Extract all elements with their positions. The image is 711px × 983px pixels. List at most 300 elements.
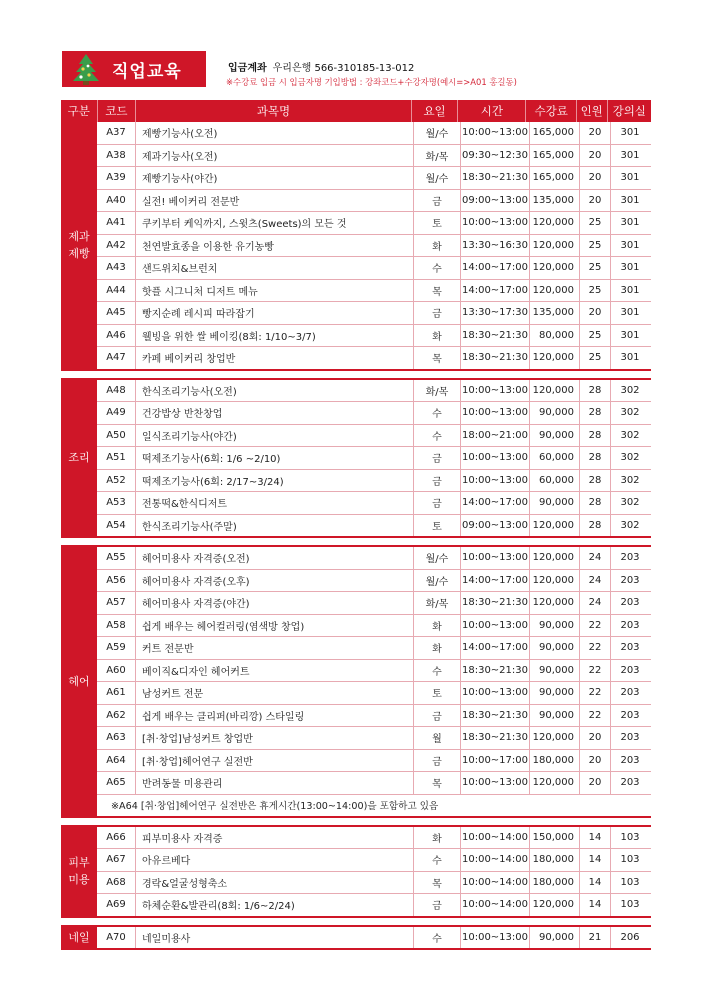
section-gap (61, 538, 651, 545)
course-fee: 120,000 (530, 727, 580, 749)
course-people: 25 (580, 235, 611, 257)
course-people: 20 (580, 122, 611, 144)
course-day: 금 (414, 492, 461, 514)
course-people: 14 (580, 849, 611, 871)
course-day: 금 (414, 894, 461, 916)
course-fee: 180,000 (530, 750, 580, 772)
course-fee: 90,000 (530, 927, 580, 949)
course-room: 301 (620, 329, 640, 341)
course-day: 목 (414, 280, 461, 302)
course-people: 22 (580, 705, 611, 727)
course-people: 28 (580, 492, 611, 514)
table-row (97, 570, 651, 593)
course-time: 18:30~21:30 (461, 347, 530, 369)
table-row (97, 637, 651, 660)
course-time: 18:30~21:30 (461, 727, 530, 749)
course-people: 25 (580, 280, 611, 302)
course-code: A55 (97, 547, 136, 569)
course-name: 핫플 시그니처 디저트 메뉴 (136, 280, 414, 302)
col-header-people: 인원 (577, 100, 608, 122)
course-day: 금 (414, 302, 461, 324)
course-fee: 90,000 (530, 492, 580, 514)
table-row (97, 302, 651, 325)
course-fee: 150,000 (530, 827, 580, 849)
course-name: [취·창업]남성커트 창업반 (136, 727, 414, 749)
course-fee: 135,000 (530, 302, 580, 324)
course-fee: 80,000 (530, 325, 580, 347)
course-day: 목 (414, 772, 461, 794)
course-code: A39 (97, 167, 136, 189)
course-people: 22 (580, 637, 611, 659)
course-time: 09:00~13:00 (461, 190, 530, 212)
course-people: 28 (580, 470, 611, 492)
course-time: 10:00~13:00 (461, 682, 530, 704)
title-badge (62, 51, 206, 87)
course-people: 20 (580, 167, 611, 189)
course-fee: 90,000 (530, 682, 580, 704)
course-fee: 165,000 (530, 145, 580, 167)
table-header (61, 100, 651, 122)
course-time: 14:00~17:00 (461, 257, 530, 279)
course-code: A48 (97, 380, 136, 402)
course-name: 헤어미용사 자격증(야간) (136, 592, 414, 614)
course-day: 수 (414, 927, 461, 949)
course-fee: 165,000 (530, 167, 580, 189)
course-name: 전통떡&한식디저트 (136, 492, 414, 514)
course-room: 302 (620, 429, 640, 441)
course-time: 18:00~21:00 (461, 425, 530, 447)
table-row (97, 470, 651, 493)
course-name: 쉽게 배우는 헤어컬러링(염색방 창업) (136, 615, 414, 637)
course-people: 25 (580, 325, 611, 347)
course-day: 화 (414, 827, 461, 849)
course-name: 반려동물 미용관리 (136, 772, 414, 794)
section-rows (97, 380, 651, 537)
course-day: 토 (414, 682, 461, 704)
course-room: 203 (620, 552, 640, 564)
course-day: 금 (414, 470, 461, 492)
course-room: 301 (620, 172, 640, 184)
course-fee: 90,000 (530, 402, 580, 424)
course-time: 10:00~13:00 (461, 447, 530, 469)
course-fee: 120,000 (530, 515, 580, 537)
course-name: 네일미용사 (136, 927, 414, 949)
course-room: 301 (620, 262, 640, 274)
table-row (97, 849, 651, 872)
course-code: A41 (97, 212, 136, 234)
table-row (97, 447, 651, 470)
course-day: 월/수 (414, 167, 461, 189)
section-rows (97, 122, 651, 369)
table-row (97, 325, 651, 348)
course-fee: 120,000 (530, 280, 580, 302)
course-name: 쉽게 배우는 클리퍼(바리깡) 스타일링 (136, 705, 414, 727)
course-fee: 60,000 (530, 470, 580, 492)
course-room: 103 (620, 831, 640, 843)
course-time: 18:30~21:30 (461, 705, 530, 727)
course-code: A66 (97, 827, 136, 849)
course-fee: 120,000 (530, 894, 580, 916)
col-header-course: 과목명 (136, 100, 412, 122)
course-code: A38 (97, 145, 136, 167)
course-name: 웰빙을 위한 쌀 베이킹(8회: 1/10~3/7) (136, 325, 414, 347)
col-header-room: 강의실 (612, 104, 646, 118)
course-fee: 90,000 (530, 660, 580, 682)
course-fee: 120,000 (530, 592, 580, 614)
account-number: 우리은행 566-310185-13-012 (272, 63, 415, 74)
course-fee: 60,000 (530, 447, 580, 469)
course-room: 203 (620, 709, 640, 721)
table-body (61, 122, 651, 950)
account-label: 입금계좌 (228, 63, 267, 74)
course-room: 103 (620, 899, 640, 911)
course-time: 18:30~21:30 (461, 325, 530, 347)
course-room: 103 (620, 854, 640, 866)
table-row (97, 872, 651, 895)
course-room: 301 (620, 149, 640, 161)
course-day: 화 (414, 235, 461, 257)
course-fee: 120,000 (530, 772, 580, 794)
course-name: 아유르베다 (136, 849, 414, 871)
course-day: 수 (414, 849, 461, 871)
course-fee: 135,000 (530, 190, 580, 212)
category-cell: 헤어 (61, 547, 97, 816)
course-time: 13:30~17:30 (461, 302, 530, 324)
course-name: [취·창업]헤어연구 실전반 (136, 750, 414, 772)
course-room: 301 (620, 127, 640, 139)
course-people: 20 (580, 772, 611, 794)
course-people: 28 (580, 380, 611, 402)
section-note: ※A64 [취·창업]헤어연구 실전반은 휴게시간(13:00~14:00)을 포함하고 있음 (111, 801, 439, 812)
col-header-category: 구분 (61, 100, 98, 122)
category-cell: 피부 미용 (61, 827, 97, 916)
course-time: 10:00~13:00 (461, 122, 530, 144)
course-name: 실전! 베이커리 전문반 (136, 190, 414, 212)
course-fee: 120,000 (530, 547, 580, 569)
course-code: A51 (97, 447, 136, 469)
col-header-time: 시간 (458, 100, 526, 122)
course-people: 28 (580, 447, 611, 469)
course-time: 10:00~13:00 (461, 402, 530, 424)
course-code: A40 (97, 190, 136, 212)
course-name: 제빵기능사(야간) (136, 167, 414, 189)
table-row (97, 547, 651, 570)
course-code: A63 (97, 727, 136, 749)
course-code: A67 (97, 849, 136, 871)
section-gap (61, 371, 651, 378)
section-rows (97, 927, 651, 949)
course-time: 14:00~17:00 (461, 492, 530, 514)
course-code: A56 (97, 570, 136, 592)
course-time: 14:00~17:00 (461, 280, 530, 302)
table-row (97, 727, 651, 750)
course-day: 금 (414, 190, 461, 212)
course-day: 수 (414, 257, 461, 279)
course-room: 203 (620, 597, 640, 609)
course-table (61, 100, 651, 950)
course-room: 301 (620, 284, 640, 296)
course-code: A65 (97, 772, 136, 794)
course-day: 금 (414, 750, 461, 772)
course-day: 목 (414, 347, 461, 369)
category-cell: 제과 제빵 (61, 122, 97, 369)
course-code: A69 (97, 894, 136, 916)
table-row (97, 425, 651, 448)
course-code: A64 (97, 750, 136, 772)
course-people: 20 (580, 750, 611, 772)
course-room: 301 (620, 352, 640, 364)
course-name: 헤어미용사 자격증(오후) (136, 570, 414, 592)
table-row (97, 772, 651, 795)
table-row (97, 212, 651, 235)
course-fee: 120,000 (530, 570, 580, 592)
course-day: 월/수 (414, 547, 461, 569)
course-day: 수 (414, 402, 461, 424)
course-time: 10:00~13:00 (461, 927, 530, 949)
course-name: 피부미용사 자격증 (136, 827, 414, 849)
course-time: 10:00~13:00 (461, 615, 530, 637)
course-time: 14:00~17:00 (461, 637, 530, 659)
course-code: A49 (97, 402, 136, 424)
table-row (97, 380, 651, 403)
section-rows (97, 547, 651, 816)
table-row (97, 235, 651, 258)
course-people: 24 (580, 592, 611, 614)
course-people: 24 (580, 570, 611, 592)
course-day: 화/목 (414, 592, 461, 614)
col-header-day: 요일 (412, 100, 458, 122)
course-name: 천연발효종을 이용한 유기농빵 (136, 235, 414, 257)
table-row (97, 927, 651, 949)
course-people: 14 (580, 894, 611, 916)
course-time: 09:00~13:00 (461, 515, 530, 537)
col-header-fee: 수강료 (526, 100, 576, 122)
course-day: 목 (414, 872, 461, 894)
course-name: 헤어미용사 자격증(오전) (136, 547, 414, 569)
course-day: 월/수 (414, 570, 461, 592)
col-header-code: 코드 (98, 100, 137, 122)
course-day: 월/수 (414, 122, 461, 144)
course-people: 22 (580, 660, 611, 682)
page-header (62, 50, 652, 92)
course-name: 떡제조기능사(6회: 2/17~3/24) (136, 470, 414, 492)
table-section (61, 122, 651, 371)
christmas-tree-icon (71, 53, 101, 86)
section-rows (97, 827, 651, 916)
table-row (97, 190, 651, 213)
course-day: 토 (414, 515, 461, 537)
course-fee: 120,000 (530, 347, 580, 369)
course-room: 203 (620, 687, 640, 699)
course-room: 301 (620, 217, 640, 229)
table-section (61, 825, 651, 918)
course-people: 28 (580, 515, 611, 537)
course-time: 10:00~17:00 (461, 750, 530, 772)
table-row (97, 750, 651, 773)
course-room: 203 (620, 777, 640, 789)
course-people: 25 (580, 347, 611, 369)
course-fee: 90,000 (530, 705, 580, 727)
course-day: 화 (414, 615, 461, 637)
course-time: 10:00~13:00 (461, 380, 530, 402)
course-room: 203 (620, 642, 640, 654)
course-day: 금 (414, 447, 461, 469)
course-name: 하체순환&발관리(8회: 1/6~2/24) (136, 894, 414, 916)
course-room: 301 (620, 194, 640, 206)
course-code: A53 (97, 492, 136, 514)
course-day: 화/목 (414, 380, 461, 402)
course-time: 14:00~17:00 (461, 570, 530, 592)
table-row (97, 515, 651, 537)
course-code: A44 (97, 280, 136, 302)
course-fee: 120,000 (530, 380, 580, 402)
course-code: A43 (97, 257, 136, 279)
course-time: 10:00~13:00 (461, 772, 530, 794)
course-time: 10:00~14:00 (461, 849, 530, 871)
course-day: 화 (414, 637, 461, 659)
course-fee: 180,000 (530, 849, 580, 871)
table-row (97, 705, 651, 728)
course-name: 제과기능사(오전) (136, 145, 414, 167)
course-code: A59 (97, 637, 136, 659)
course-day: 화/목 (414, 145, 461, 167)
table-row (97, 660, 651, 683)
course-name: 건강밥상 반찬창업 (136, 402, 414, 424)
table-row (97, 167, 651, 190)
course-fee: 120,000 (530, 235, 580, 257)
course-room: 301 (620, 239, 640, 251)
table-section (61, 925, 651, 951)
course-code: A58 (97, 615, 136, 637)
table-row (97, 145, 651, 168)
course-name: 카페 베이커리 창업반 (136, 347, 414, 369)
course-time: 13:30~16:30 (461, 235, 530, 257)
course-day: 월 (414, 727, 461, 749)
course-code: A50 (97, 425, 136, 447)
course-people: 20 (580, 190, 611, 212)
course-time: 10:00~13:00 (461, 212, 530, 234)
course-name: 빵지순례 레시피 따라잡기 (136, 302, 414, 324)
course-fee: 90,000 (530, 425, 580, 447)
course-time: 18:30~21:30 (461, 167, 530, 189)
course-code: A62 (97, 705, 136, 727)
course-day: 수 (414, 660, 461, 682)
course-code: A54 (97, 515, 136, 537)
course-time: 18:30~21:30 (461, 660, 530, 682)
course-people: 20 (580, 727, 611, 749)
course-room: 302 (620, 497, 640, 509)
course-people: 20 (580, 145, 611, 167)
course-time: 10:00~14:00 (461, 827, 530, 849)
course-fee: 165,000 (530, 122, 580, 144)
course-room: 302 (620, 519, 640, 531)
course-people: 14 (580, 872, 611, 894)
course-room: 302 (620, 407, 640, 419)
course-name: 한식조리기능사(오전) (136, 380, 414, 402)
course-fee: 120,000 (530, 212, 580, 234)
course-people: 14 (580, 827, 611, 849)
course-code: A57 (97, 592, 136, 614)
course-name: 일식조리기능사(야간) (136, 425, 414, 447)
table-row (97, 122, 651, 145)
table-row (97, 492, 651, 515)
course-time: 10:00~14:00 (461, 894, 530, 916)
course-room: 203 (620, 664, 640, 676)
section-gap (61, 818, 651, 825)
course-people: 24 (580, 547, 611, 569)
course-name: 샌드위치&브런치 (136, 257, 414, 279)
course-fee: 180,000 (530, 872, 580, 894)
course-people: 28 (580, 402, 611, 424)
table-row (97, 827, 651, 850)
course-people: 22 (580, 615, 611, 637)
course-fee: 90,000 (530, 637, 580, 659)
course-name: 떡제조기능사(6회: 1/6 ~2/10) (136, 447, 414, 469)
course-fee: 120,000 (530, 257, 580, 279)
table-row (97, 347, 651, 369)
course-code: A70 (97, 927, 136, 949)
course-name: 쿠키부터 케익까지, 스윗츠(Sweets)의 모든 것 (136, 212, 414, 234)
course-people: 20 (580, 302, 611, 324)
page-title: 직업교육 (112, 62, 182, 82)
course-name: 커트 전문반 (136, 637, 414, 659)
course-room: 206 (620, 931, 640, 943)
table-section (61, 545, 651, 818)
table-section (61, 378, 651, 539)
table-row (97, 280, 651, 303)
course-room: 302 (620, 452, 640, 464)
course-fee: 90,000 (530, 615, 580, 637)
account-info (228, 59, 414, 74)
category-cell: 조리 (61, 380, 97, 537)
deposit-note: ※수강료 입금 시 입금자명 기입방법 : 강좌코드+수강자명(예시=>A01 홍길동) (226, 77, 517, 87)
category-cell: 네일 (61, 927, 97, 949)
course-code: A37 (97, 122, 136, 144)
course-room: 203 (620, 574, 640, 586)
table-row (97, 402, 651, 425)
table-row (97, 894, 651, 916)
course-time: 10:00~14:00 (461, 872, 530, 894)
course-room: 301 (620, 307, 640, 319)
course-time: 09:30~12:30 (461, 145, 530, 167)
course-time: 10:00~13:00 (461, 547, 530, 569)
course-day: 토 (414, 212, 461, 234)
course-people: 28 (580, 425, 611, 447)
course-name: 경락&얼굴성형축소 (136, 872, 414, 894)
course-name: 베이직&디자인 헤어커트 (136, 660, 414, 682)
course-room: 302 (620, 384, 640, 396)
course-room: 203 (620, 754, 640, 766)
table-row (97, 257, 651, 280)
course-room: 203 (620, 619, 640, 631)
course-time: 10:00~13:00 (461, 470, 530, 492)
course-day: 화 (414, 325, 461, 347)
course-name: 남성커트 전문 (136, 682, 414, 704)
course-room: 302 (620, 474, 640, 486)
course-code: A42 (97, 235, 136, 257)
table-row (97, 592, 651, 615)
course-code: A46 (97, 325, 136, 347)
course-room: 203 (620, 732, 640, 744)
course-people: 21 (580, 927, 611, 949)
course-code: A61 (97, 682, 136, 704)
course-code: A47 (97, 347, 136, 369)
course-code: A45 (97, 302, 136, 324)
table-row (97, 682, 651, 705)
course-time: 18:30~21:30 (461, 592, 530, 614)
course-name: 한식조리기능사(주말) (136, 515, 414, 537)
course-people: 25 (580, 257, 611, 279)
